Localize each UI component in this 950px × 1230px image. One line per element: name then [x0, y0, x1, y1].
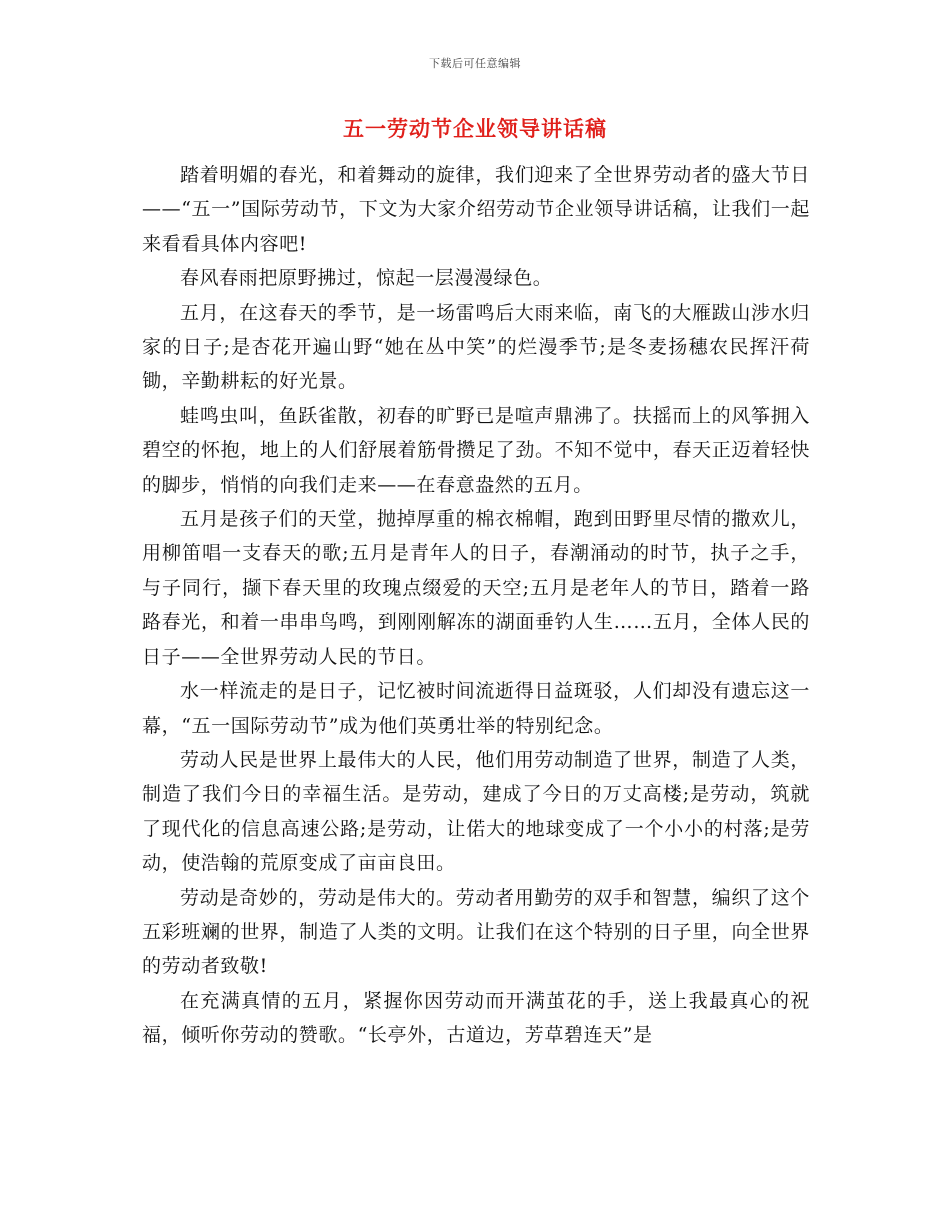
paragraph-5: 五月是孩子们的天堂，抛掉厚重的棉衣棉帽，跑到田野里尽情的撒欢儿，用柳笛唱一支春天的歌;五月是青年人的日子，春潮涌动的时节，执子之手，与子同行，撷下春天里的玫瑰点缀爱的天空;五月是老年人的节日，踏着一路路春光，和着一串串鸟鸣，到刚刚解冻的湖面垂钓人生……五月，全体人民的日子——全世界劳动人民的节日。 — [142, 508, 810, 668]
paragraph-3: 五月，在这春天的季节，是一场雷鸣后大雨来临，南飞的大雁跋山涉水归家的日子;是杏花开遍山野“她在丛中笑”的烂漫季节;是冬麦扬穗农民挥汗荷锄，辛勤耕耘的好光景。 — [142, 301, 810, 393]
paragraph-4: 蛙鸣虫叫，鱼跃雀散，初春的旷野已是喧声鼎沸了。扶摇而上的风筝拥入碧空的怀抱，地上的人们舒展着筋骨攒足了劲。不知不觉中，春天正迈着轻快的脚步，悄悄的向我们走来——在春意盎然的五月。 — [142, 404, 810, 496]
header-note: 下载后可任意编辑 — [429, 57, 521, 70]
document-title: 五一劳动节企业领导讲话稿 — [343, 116, 607, 141]
paragraph-1: 踏着明媚的春光，和着舞动的旋律，我们迎来了全世界劳动者的盛大节日——“五一”国际劳动节，下文为大家介绍劳动节企业领导讲话稿，让我们一起来看看具体内容吧! — [142, 164, 810, 255]
paragraph-2: 春风春雨把原野拂过，惊起一层漫漫绿色。 — [180, 267, 553, 290]
paragraph-8: 劳动是奇妙的，劳动是伟大的。劳动者用勤劳的双手和智慧，编织了这个五彩班斓的世界，制造了人类的文明。让我们在这个特别的日子里，向全世界的劳动者致敬! — [142, 886, 810, 978]
document-body — [142, 158, 810, 1053]
paragraph-7: 劳动人民是世界上最伟大的人民，他们用劳动制造了世界，制造了人类，制造了我们今日的幸福生活。是劳动，建成了今日的万丈高楼;是劳动，筑就了现代化的信息高速公路;是劳动，让偌大的地球变成了一个小小的村落;是劳动，使浩翰的荒原变成了亩亩良田。 — [142, 748, 810, 875]
paragraph-9: 在充满真情的五月，紧握你因劳动而开满茧花的手，送上我最真心的祝福，倾听你劳动的赞歌。“长亭外，古道边，芳草碧连天”是 — [142, 989, 810, 1047]
paragraph-6: 水一样流走的是日子，记忆被时间流逝得日益斑驳，人们却没有遗忘这一幕，“五一国际劳动节”成为他们英勇壮举的特别纪念。 — [142, 680, 810, 737]
